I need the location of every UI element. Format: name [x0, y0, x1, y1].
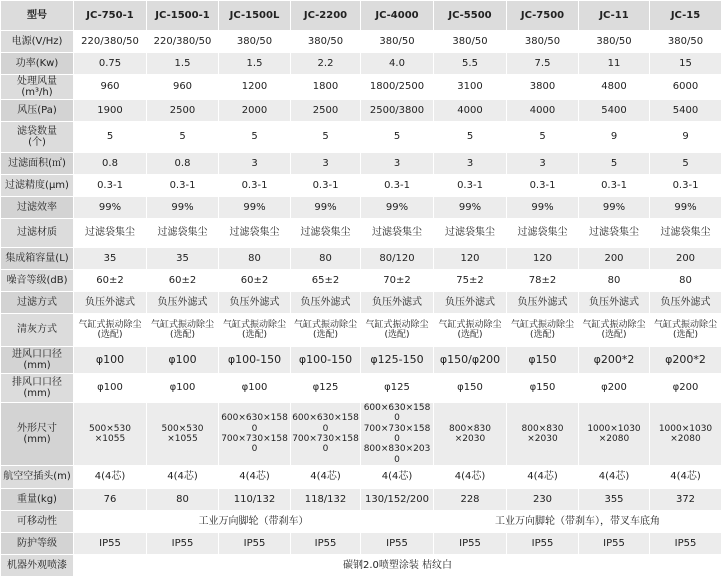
- spec-cell: 负压外滤式: [579, 292, 650, 314]
- spec-cell: IP55: [361, 533, 434, 555]
- spec-cell: 4(4芯): [434, 466, 507, 489]
- spec-cell: 15: [650, 53, 721, 75]
- spec-cell: 5: [650, 153, 721, 175]
- header-row: [1, 1, 721, 31]
- spec-cell: IP55: [291, 533, 361, 555]
- spec-cell: 99%: [147, 197, 219, 219]
- spec-cell: 800×830 ×2030: [507, 403, 579, 466]
- spec-cell: 0.3-1: [434, 175, 507, 197]
- spec-cell: 4000: [434, 100, 507, 122]
- spec-cell: 2500: [291, 100, 361, 122]
- spec-cell: 380/50: [579, 31, 650, 53]
- spec-cell: 380/50: [291, 31, 361, 53]
- spec-cell: 过滤袋集尘: [74, 219, 147, 248]
- spec-cell: 负压外滤式: [650, 292, 721, 314]
- mobility-row: [1, 511, 721, 533]
- spec-cell: 4(4芯): [650, 466, 721, 489]
- row-label: 过滤精度(μm): [1, 175, 74, 197]
- spec-cell: 110/132: [219, 489, 291, 511]
- spec-row: [1, 175, 721, 197]
- spec-cell: 60±2: [74, 270, 147, 292]
- spec-cell: 6000: [650, 75, 721, 100]
- row-label: 电源(V/Hz): [1, 31, 74, 53]
- spec-cell: 0.3-1: [147, 175, 219, 197]
- spec-row: [1, 314, 721, 347]
- spec-cell: IP55: [219, 533, 291, 555]
- model-header: JC-4000: [361, 1, 434, 31]
- spec-cell: 4800: [579, 75, 650, 100]
- spec-cell: 99%: [219, 197, 291, 219]
- spec-row: [1, 292, 721, 314]
- spec-cell: IP55: [650, 533, 721, 555]
- spec-cell: 5: [507, 122, 579, 153]
- spec-cell: 11: [579, 53, 650, 75]
- row-label: 机器外观喷漆: [1, 555, 74, 577]
- spec-cell: 120: [434, 248, 507, 270]
- spec-cell: φ150: [507, 347, 579, 374]
- spec-cell: 气缸式振动除尘 (选配): [147, 314, 219, 347]
- spec-cell: 200: [650, 248, 721, 270]
- spec-cell: 960: [147, 75, 219, 100]
- spec-cell: 800×830 ×2030: [434, 403, 507, 466]
- spec-cell: 380/50: [650, 31, 721, 53]
- spec-cell: φ125-150: [361, 347, 434, 374]
- spec-cell: 3: [219, 153, 291, 175]
- spec-cell: 0.3-1: [291, 175, 361, 197]
- spec-cell: 80/120: [361, 248, 434, 270]
- spec-cell: 130/152/200: [361, 489, 434, 511]
- spec-cell: 60±2: [219, 270, 291, 292]
- row-label: 可移动性: [1, 511, 74, 533]
- spec-cell: 78±2: [507, 270, 579, 292]
- spec-cell: 过滤袋集尘: [507, 219, 579, 248]
- spec-cell: φ150/φ200: [434, 347, 507, 374]
- spec-cell: 600×630×1580 700×730×1580 800×830×2030: [361, 403, 434, 466]
- spec-cell: 0.3-1: [361, 175, 434, 197]
- model-header: JC-1500L: [219, 1, 291, 31]
- spec-cell: 99%: [291, 197, 361, 219]
- spec-cell: 65±2: [291, 270, 361, 292]
- spec-cell: 2000: [219, 100, 291, 122]
- spec-row: [1, 248, 721, 270]
- spec-cell: 960: [74, 75, 147, 100]
- spec-cell: 5400: [579, 100, 650, 122]
- model-header: JC-5500: [434, 1, 507, 31]
- appearance-value: 碳钢2.0喷塑涂装 桔纹白: [74, 555, 721, 577]
- spec-cell: 220/380/50: [74, 31, 147, 53]
- spec-cell: 负压外滤式: [361, 292, 434, 314]
- row-label: 过滤材质: [1, 219, 74, 248]
- spec-row: [1, 219, 721, 248]
- model-header: JC-7500: [507, 1, 579, 31]
- model-header: JC-750-1: [74, 1, 147, 31]
- spec-cell: 5: [361, 122, 434, 153]
- row-label: 排风口口径 (mm): [1, 374, 74, 403]
- spec-cell: 气缸式振动除尘 (选配): [434, 314, 507, 347]
- spec-cell: 气缸式振动除尘 (选配): [507, 314, 579, 347]
- spec-cell: φ100-150: [219, 347, 291, 374]
- spec-cell: 负压外滤式: [291, 292, 361, 314]
- spec-cell: 5.5: [434, 53, 507, 75]
- spec-cell: 负压外滤式: [434, 292, 507, 314]
- spec-cell: φ200: [579, 374, 650, 403]
- spec-cell: 4.0: [361, 53, 434, 75]
- spec-cell: 99%: [507, 197, 579, 219]
- spec-cell: 1000×1030 ×2080: [579, 403, 650, 466]
- spec-cell: 5: [219, 122, 291, 153]
- spec-cell: 过滤袋集尘: [650, 219, 721, 248]
- spec-cell: 5: [434, 122, 507, 153]
- spec-cell: φ200*2: [579, 347, 650, 374]
- spec-cell: 1200: [219, 75, 291, 100]
- spec-cell: 118/132: [291, 489, 361, 511]
- spec-cell: 99%: [434, 197, 507, 219]
- spec-cell: 4(4芯): [579, 466, 650, 489]
- spec-cell: φ100: [74, 374, 147, 403]
- spec-cell: 1.5: [147, 53, 219, 75]
- spec-cell: 2500/3800: [361, 100, 434, 122]
- spec-cell: 228: [434, 489, 507, 511]
- model-header: JC-2200: [291, 1, 361, 31]
- spec-cell: 负压外滤式: [74, 292, 147, 314]
- row-label: 防护等级: [1, 533, 74, 555]
- spec-cell: 0.3-1: [579, 175, 650, 197]
- spec-cell: 80: [579, 270, 650, 292]
- spec-cell: IP55: [579, 533, 650, 555]
- spec-cell: 500×530 ×1055: [74, 403, 147, 466]
- spec-cell: 0.3-1: [74, 175, 147, 197]
- spec-cell: 372: [650, 489, 721, 511]
- spec-cell: 4(4芯): [74, 466, 147, 489]
- spec-cell: 600×630×1580 700×730×1580: [219, 403, 291, 466]
- spec-cell: 35: [74, 248, 147, 270]
- row-label: 过滤效率: [1, 197, 74, 219]
- spec-cell: 1000×1030 ×2080: [650, 403, 721, 466]
- spec-cell: 5: [74, 122, 147, 153]
- spec-cell: 5: [579, 153, 650, 175]
- spec-row: [1, 489, 721, 511]
- spec-cell: 4(4芯): [219, 466, 291, 489]
- spec-cell: 0.3-1: [507, 175, 579, 197]
- row-label: 风压(Pa): [1, 100, 74, 122]
- spec-cell: φ100: [74, 347, 147, 374]
- row-label: 过滤方式: [1, 292, 74, 314]
- spec-cell: 7.5: [507, 53, 579, 75]
- spec-cell: φ100: [147, 347, 219, 374]
- spec-cell: 气缸式振动除尘 (选配): [361, 314, 434, 347]
- spec-cell: 1800/2500: [361, 75, 434, 100]
- spec-row: [1, 403, 721, 466]
- spec-row: [1, 122, 721, 153]
- spec-row: [1, 53, 721, 75]
- spec-cell: 3800: [507, 75, 579, 100]
- spec-cell: 9: [579, 122, 650, 153]
- spec-cell: φ100: [147, 374, 219, 403]
- header-label: 型号: [1, 1, 74, 31]
- spec-cell: φ125: [291, 374, 361, 403]
- row-label: 清灰方式: [1, 314, 74, 347]
- spec-cell: 80: [291, 248, 361, 270]
- spec-cell: 1800: [291, 75, 361, 100]
- spec-row: [1, 270, 721, 292]
- row-label: 重量(kg): [1, 489, 74, 511]
- protection-row: [1, 533, 721, 555]
- spec-cell: 99%: [74, 197, 147, 219]
- spec-cell: IP55: [147, 533, 219, 555]
- spec-cell: 99%: [650, 197, 721, 219]
- spec-cell: 4(4芯): [147, 466, 219, 489]
- spec-row: [1, 31, 721, 53]
- spec-cell: 80: [219, 248, 291, 270]
- spec-cell: 过滤袋集尘: [434, 219, 507, 248]
- spec-cell: 220/380/50: [147, 31, 219, 53]
- spec-cell: 80: [650, 270, 721, 292]
- model-header: JC-1500-1: [147, 1, 219, 31]
- spec-cell: 35: [147, 248, 219, 270]
- appearance-row: [1, 555, 721, 577]
- spec-cell: φ200: [650, 374, 721, 403]
- spec-cell: 气缸式振动除尘 (选配): [291, 314, 361, 347]
- spec-cell: 200: [579, 248, 650, 270]
- row-label: 滤袋数量 (个): [1, 122, 74, 153]
- spec-cell: 负压外滤式: [507, 292, 579, 314]
- spec-cell: 2500: [147, 100, 219, 122]
- spec-cell: 0.8: [147, 153, 219, 175]
- spec-cell: 负压外滤式: [219, 292, 291, 314]
- spec-cell: 5: [147, 122, 219, 153]
- spec-cell: 过滤袋集尘: [579, 219, 650, 248]
- spec-cell: 600×630×1580 700×730×1580: [291, 403, 361, 466]
- spec-cell: IP55: [74, 533, 147, 555]
- mobility-right: 工业万向脚轮（带刹车），带叉车底角: [434, 511, 721, 533]
- spec-cell: 99%: [579, 197, 650, 219]
- spec-cell: φ125: [361, 374, 434, 403]
- spec-cell: 75±2: [434, 270, 507, 292]
- spec-row: [1, 347, 721, 374]
- spec-cell: 0.75: [74, 53, 147, 75]
- spec-cell: 9: [650, 122, 721, 153]
- spec-cell: 0.3-1: [650, 175, 721, 197]
- spec-cell: 气缸式振动除尘 (选配): [219, 314, 291, 347]
- row-label: 航空空插头(m): [1, 466, 74, 489]
- model-header: JC-15: [650, 1, 721, 31]
- spec-cell: 5400: [650, 100, 721, 122]
- spec-cell: φ100-150: [291, 347, 361, 374]
- spec-cell: 355: [579, 489, 650, 511]
- spec-cell: 3: [507, 153, 579, 175]
- spec-cell: 76: [74, 489, 147, 511]
- spec-cell: 4(4芯): [361, 466, 434, 489]
- spec-cell: 过滤袋集尘: [147, 219, 219, 248]
- spec-cell: 气缸式振动除尘 (选配): [579, 314, 650, 347]
- spec-cell: 气缸式振动除尘 (选配): [650, 314, 721, 347]
- row-label: 外形尺寸 (mm): [1, 403, 74, 466]
- spec-cell: 500×530 ×1055: [147, 403, 219, 466]
- spec-cell: φ150: [434, 374, 507, 403]
- spec-cell: 60±2: [147, 270, 219, 292]
- spec-cell: 380/50: [507, 31, 579, 53]
- mobility-left: 工业万向脚轮（带刹车）: [74, 511, 434, 533]
- spec-cell: IP55: [507, 533, 579, 555]
- spec-row: [1, 197, 721, 219]
- spec-cell: φ150: [507, 374, 579, 403]
- spec-cell: 过滤袋集尘: [291, 219, 361, 248]
- spec-cell: 3100: [434, 75, 507, 100]
- spec-cell: 0.3-1: [219, 175, 291, 197]
- spec-cell: 负压外滤式: [147, 292, 219, 314]
- spec-cell: 70±2: [361, 270, 434, 292]
- spec-cell: 3: [434, 153, 507, 175]
- spec-cell: 80: [147, 489, 219, 511]
- spec-cell: 1.5: [219, 53, 291, 75]
- spec-cell: 过滤袋集尘: [361, 219, 434, 248]
- spec-cell: 气缸式振动除尘 (选配): [74, 314, 147, 347]
- spec-row: [1, 100, 721, 122]
- spec-cell: 4(4芯): [291, 466, 361, 489]
- spec-row: [1, 466, 721, 489]
- row-label: 进风口口径 (mm): [1, 347, 74, 374]
- spec-cell: 380/50: [219, 31, 291, 53]
- spec-cell: 4000: [507, 100, 579, 122]
- row-label: 处理风量 (m³/h): [1, 75, 74, 100]
- spec-cell: 120: [507, 248, 579, 270]
- spec-cell: 99%: [361, 197, 434, 219]
- spec-cell: 230: [507, 489, 579, 511]
- row-label: 功率(Kw): [1, 53, 74, 75]
- spec-row: [1, 153, 721, 175]
- spec-row: [1, 374, 721, 403]
- spec-cell: 1900: [74, 100, 147, 122]
- row-label: 过滤面积(㎡): [1, 153, 74, 175]
- spec-cell: φ200*2: [650, 347, 721, 374]
- row-label: 集成箱容量(L): [1, 248, 74, 270]
- spec-row: [1, 75, 721, 100]
- spec-cell: 380/50: [361, 31, 434, 53]
- row-label: 噪音等级(dB): [1, 270, 74, 292]
- spec-cell: 5: [291, 122, 361, 153]
- spec-cell: 4(4芯): [507, 466, 579, 489]
- spec-cell: IP55: [434, 533, 507, 555]
- model-header: JC-11: [579, 1, 650, 31]
- spec-cell: 380/50: [434, 31, 507, 53]
- spec-cell: 过滤袋集尘: [219, 219, 291, 248]
- spec-cell: 3: [361, 153, 434, 175]
- spec-cell: 3: [291, 153, 361, 175]
- spec-cell: 2.2: [291, 53, 361, 75]
- spec-cell: φ100: [219, 374, 291, 403]
- spec-cell: 0.8: [74, 153, 147, 175]
